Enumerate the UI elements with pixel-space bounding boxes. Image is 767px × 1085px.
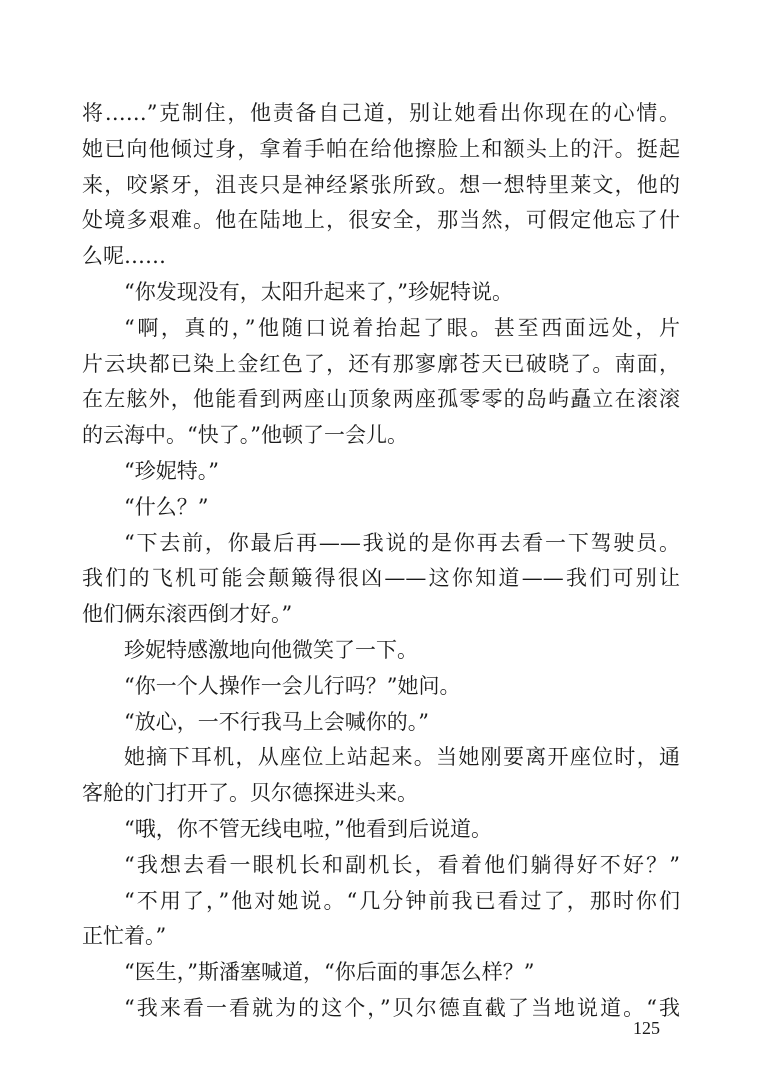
- text-line: 她已向他倾过身，拿着手帕在给他擦脸上和额头上的汗。挺起: [82, 136, 680, 161]
- text-line: 的云海中。“快了。”他顿了一会儿。: [82, 423, 408, 448]
- text-line: “放心，一不行我马上会喊你的。”: [124, 709, 429, 734]
- text-line: “下去前，你最后再——我说的是你再去看一下驾驶员。: [124, 530, 680, 555]
- text-line: 珍妮特感激地向他微笑了一下。: [124, 637, 418, 662]
- text-line: “啊，真的，”他随口说着抬起了眼。甚至西面远处，片: [124, 315, 680, 340]
- text-line: “医生，”斯潘塞喊道，“你后面的事怎么样？”: [124, 960, 535, 985]
- text-line: 正忙着。”: [82, 924, 167, 949]
- text-line: 处境多艰难。他在陆地上，很安全，那当然，可假定他忘了什: [82, 208, 680, 233]
- text-line: “不用了，”他对她说。“几分钟前我已看过了，那时你们: [124, 888, 680, 913]
- text-line: 他们俩东滚西倒才好。”: [82, 602, 293, 627]
- page-body: [82, 96, 680, 1027]
- text-line: 客舱的门打开了。贝尔德探进头来。: [82, 781, 418, 806]
- text-line: 她摘下耳机，从座位上站起来。当她刚要离开座位时，通: [124, 745, 680, 770]
- text-line: “哦，你不管无线电啦，”他看到后说道。: [124, 816, 492, 841]
- text-line: 在左舷外，他能看到两座山顶象两座孤零零的岛屿矗立在滚滚: [82, 387, 680, 412]
- text-line: “你一个人操作一会儿行吗？”她问。: [124, 673, 461, 698]
- text-line: 片云块都已染上金红色了，还有那寥廓苍天已破晓了。南面，: [82, 351, 680, 376]
- text-line: “什么？”: [124, 494, 209, 519]
- text-line: 来，咬紧牙，沮丧只是神经紧张所致。想一想特里莱文，他的: [82, 172, 680, 197]
- page-number: 125: [633, 1018, 660, 1038]
- text-line: “我想去看一眼机长和副机长，看着他们躺得好不好？”: [124, 852, 680, 877]
- text-line: 将……”克制住，他责备自己道，别让她看出你现在的心情。: [82, 101, 680, 125]
- text-line: “珍妮特。”: [124, 458, 219, 483]
- text-line: “我来看一看就为的这个，”贝尔德直截了当地说道。“我: [124, 995, 680, 1020]
- text-line: 我们的飞机可能会颠簸得很凶——这你知道——我们可别让: [82, 566, 680, 591]
- text-line: 么呢……: [82, 244, 166, 269]
- text-line: “你发现没有，太阳升起来了，”珍妮特说。: [124, 279, 513, 304]
